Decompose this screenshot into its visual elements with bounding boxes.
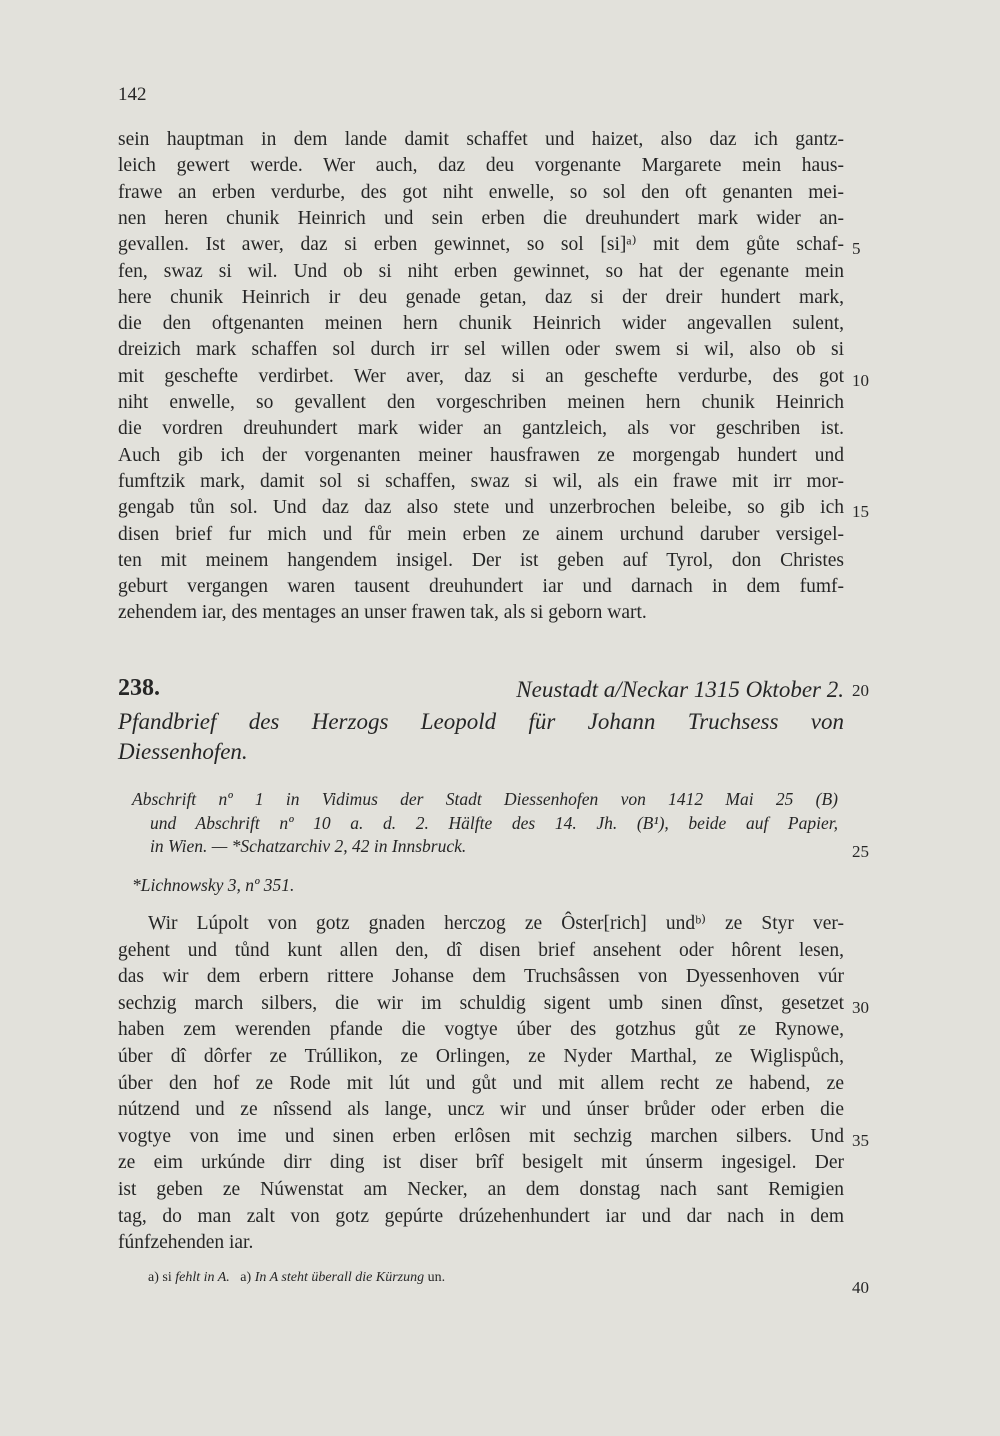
text-line: geburt vergangen waren tausent dreuhundert iar und darnach in dem fumf- (118, 576, 844, 598)
line-number: 25 (852, 842, 869, 861)
text-line: haben zem werenden pfande die vogtye úber des gotzhus gůt ze Rynowe, (118, 1019, 844, 1041)
text-line: fen, swaz si wil. Und ob si niht erben gewinnet, so hat der egenante mein (118, 260, 844, 282)
line-number: 35 (852, 1130, 869, 1150)
document-number: 238. (118, 675, 160, 701)
line-number: 30 (852, 997, 869, 1017)
text-line: zehendem iar, des mentages an unser frawen tak, als si geborn wart. (118, 602, 647, 624)
text-line: disen brief fur mich und fůr mein erben ze ainem urchund daruber versigel- (118, 523, 844, 545)
footnote-b-text: In A steht überall die Kürzung (254, 1270, 425, 1285)
title-line: Diessenhofen. (118, 739, 248, 764)
text-line: fúnfzehenden iar. (118, 1232, 254, 1254)
text-line: ten mit meinem hangendem insigel. Der ist geben auf Tyrol, don Christes (118, 549, 844, 571)
text-line: Auch gib ich der vorgenanten meiner hausfrawen ze morgengab hundert und (118, 444, 844, 466)
text-line: gengab tůn sol. Und daz daz also stete und unzerbrochen beleibe, so gib ich (118, 497, 844, 519)
text-line: gehent und tůnd kunt allen den, dî disen brief ansehent oder hôrent lesen, (118, 939, 844, 961)
text-line: vogtye von ime und sinen erben erlôsen mit sechzig marchen silbers. Und (118, 1125, 844, 1147)
text-line: die den oftgenanten meinen hern chunik Heinrich wider angevallen sulent, (118, 313, 844, 335)
text-line: dreizich mark schaffen sol durch irr sel willen oder swem si wil, also ob si (118, 339, 844, 361)
text-line: Wir Lúpolt von gotz gnaden herczog ze Ôster[rich] undᵇ⁾ ze Styr ver- (148, 913, 844, 934)
text-line: die vordren dreuhundert mark wider an gantzleich, als vor geschriben ist. (118, 418, 844, 440)
line-number: 5 (852, 239, 861, 259)
text-line: niht enwelle, so gevallent den vorgeschriben meinen hern chunik Heinrich (118, 392, 844, 413)
footnotes (148, 1270, 445, 1286)
text-line: ze eim urkúnde dirr ding ist diser brîf besigelt mit únserm ingesigel. Der (118, 1152, 844, 1174)
source-line: in Wien. — *Schatzarchiv 2, 42 in Innsbruck. (150, 836, 467, 856)
text-line: úber dî dôrfer ze Trúllikon, ze Orlingen, ze Nyder Marthal, ze Wiglispůch, (118, 1046, 844, 1067)
source-line: Abschrift nº 1 in Vidimus der Stadt Diessenhofen von 1412 Mai 25 (B) (132, 789, 838, 809)
text-line: fumftzik mark, damit sol si schaffen, swaz si wil, als ein frawe mit irr mor- (118, 470, 844, 492)
line-number: 40 (852, 1278, 869, 1297)
text-line: nen heren chunik Heinrich und sein erben die dreuhundert mark wider an- (118, 207, 844, 229)
text-line: tag, do man zalt von gotz gepúrte drúzehenhundert iar und dar nach in dem (118, 1205, 844, 1227)
text-line: sechzig march silbers, die wir im schuldig sigent umb sinen dînst, gesetzet (118, 992, 844, 1014)
source-line: und Abschrift nº 10 a. d. 2. Hälfte des 14. Jh. (B¹), beide auf Papier, (150, 812, 838, 833)
page-number: 142 (118, 84, 147, 105)
text-line: leich gewert werde. Wer auch, daz deu vorgenante Margarete mein haus- (118, 155, 844, 177)
footnote-a-marker: a) si (148, 1270, 172, 1285)
document-place-date: Neustadt a/Neckar 1315 Oktober 2. (516, 677, 844, 702)
footnote-a-text: fehlt in A. (175, 1270, 230, 1285)
text-line: nútzend und ze nîssend als lange, uncz wir und únser brůder oder erben die (118, 1099, 844, 1121)
literature-reference: *Lichnowsky 3, nº 351. (132, 875, 295, 895)
footnote-b-tail: un. (427, 1270, 446, 1285)
text-line: úber den hof ze Rode mit lút und gůt und mit allem recht ze habend, ze (118, 1072, 844, 1094)
text-line: ist geben ze Núwenstat am Necker, an dem donstag nach sant Remigien (118, 1179, 844, 1200)
text-line: sein hauptman in dem lande damit schaffet und haizet, also daz ich gantz- (118, 129, 844, 150)
line-number: 15 (852, 502, 869, 522)
text-line: here chunik Heinrich ir deu genade getan, daz si der dreir hundert mark, (118, 286, 844, 308)
line-number: 20 (852, 681, 869, 700)
title-line: Pfandbrief des Herzogs Leopold für Johann Truchsess von (118, 709, 844, 734)
text-line: das wir dem erbern rittere Johanse dem Truchsâssen von Dyessenhoven vúr (118, 966, 844, 988)
text-line: gevallen. Ist awer, daz si erben gewinnet, so sol [si]ᵃ⁾ mit dem gůte schaf- (118, 234, 844, 256)
footnote-b-marker: a) (240, 1270, 252, 1285)
line-number: 10 (852, 370, 869, 390)
text-line: frawe an erben verdurbe, des got niht enwelle, so sol den oft genanten mei- (118, 181, 844, 203)
text-line: mit geschefte verdirbet. Wer aver, daz si an geschefte verdurbe, des got (118, 365, 844, 387)
